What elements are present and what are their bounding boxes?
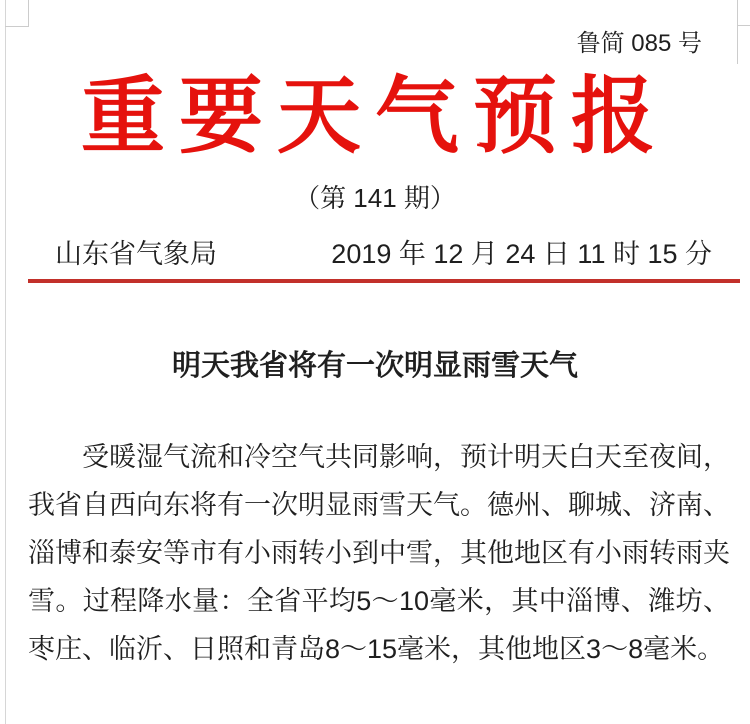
page-corner-tick-top-right <box>738 25 750 26</box>
document-number: 鲁简 085 号 <box>576 30 702 57</box>
issue-datetime: 2019 年 12 月 24 日 11 时 15 分 <box>331 239 712 269</box>
document-title: 重要天气预报 <box>80 69 669 163</box>
issue-number: （第 141 期） <box>294 183 456 213</box>
issuing-agency: 山东省气象局 <box>55 239 217 269</box>
red-divider-line <box>28 279 740 283</box>
page-corner-mark-top-right <box>737 0 738 64</box>
page-left-boundary-line <box>5 0 6 724</box>
page-corner-mark-top-left <box>5 0 29 27</box>
forecast-headline: 明天我省将有一次明显雨雪天气 <box>171 350 578 382</box>
forecast-body-paragraph: 受暖湿气流和冷空气共同影响，预计明天白天至夜间，我省自西向东将有一次明显雨雪天气。德州、聊城、济南、淄博和泰安等市有小雨转小到中雪，其他地区有小雨转雨夹雪。过程降水量：全省平均5～10毫米，其中淄博、潍坊、枣庄、临沂、日照和青岛8～15毫米，其他地区3～8毫米。 <box>28 442 730 664</box>
issuer-date-row <box>55 238 712 270</box>
